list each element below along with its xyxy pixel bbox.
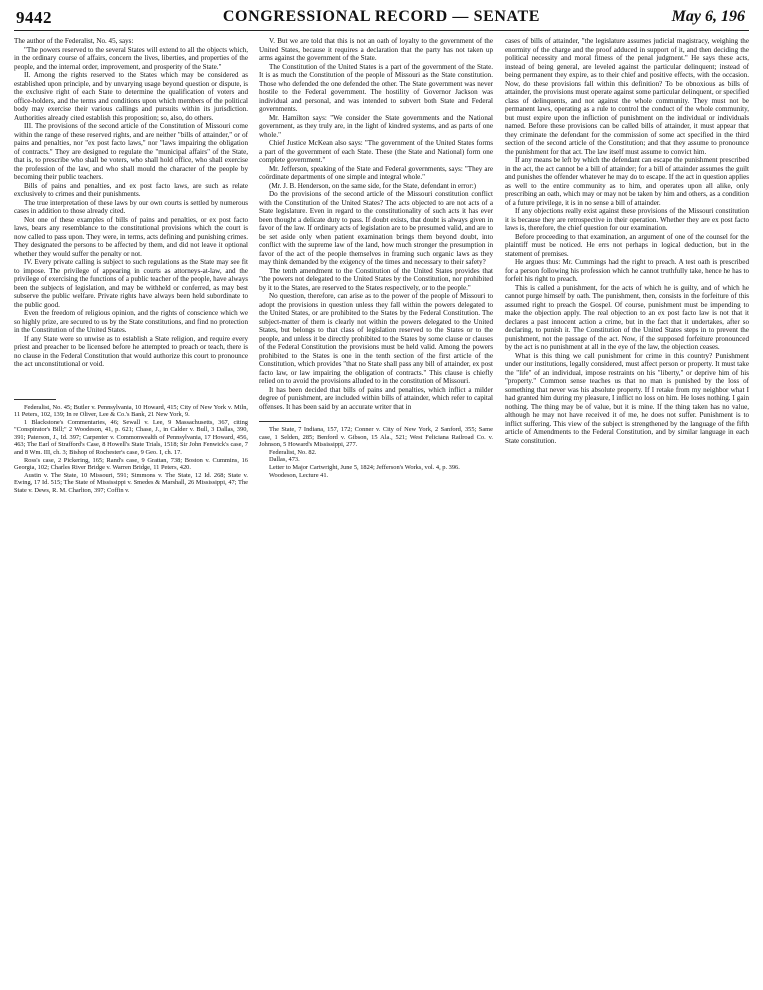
footnotes: [259, 426, 493, 479]
paragraph: If any objections really exist against these provisions of the Missouri constitution it is because they are retrospective in their operation. Whether they are ex post facto laws is, therefore, the chief question for our examination.: [505, 207, 749, 232]
footnote: Ross's case, 2 Pickering, 165; Rand's case, 9 Grattan, 738; Boston v. Cummins, 16 Georgia, 102; Charles River Bridge v. Warren Bridge, 11 Peters, 420.: [14, 456, 248, 472]
paragraph: What is this thing we call punishment for crime in this country? Punishment under our institutions, legally considered, must affect person or property. It must take the "life" of an individual, impose restraints on his "liberty," or deprive him of his "property." Common sense teaches us that no man is punished by the loss of something that never was his absolute property. If I retake from my neighbor what I had granted him during my pleasure, I inflict no loss on him. He loses nothing. I gain nothing. The thing may be of value, but it is mine. If the thing taken has no value, although he may not have received it of me, he does not suffer. Punishment is to inflict suffering. This view of the subject is strengthened by the language of the fifth article of Amendments to the Federal Constitution, and by similar language in each State constitution.: [505, 351, 749, 445]
paragraph: cases of bills of attainder, "the legislature assumes judicial magistracy, weighing the enormity of the charge and the proof adduced in support of it, and then deciding the political necessity and moral fitness of the penal judgment." He says these acts, instead of being general, are leveled against the particular delinquent; instead of being permanent they expire, as to their chief and positive effects, with the occasion. Now, do these provisions fall within this definition? To be obnoxious as bills of attainder, the provisions must operate against some particular delinquent, or specified class of delinquents, and not against the whole community. They must not be permanent laws, operating as a rule to control the conduct of the whole community, but must expire upon the infliction of punishment on the individual or individuals named. Before these provisions can be called bills of attainder, it must appear that they criminate the defendant for the commission of some act specified in the third section of the second article of the Constitution; and that they assume to pronounce the punishment for that act. The law itself must assume to convict him.: [505, 37, 749, 156]
paragraph: IV. Every private calling is subject to such regulations as the State may see fit to impose. The privilege of appearing in courts as attorneys-at-law, and the privilege of exercising the functions of a public teacher of the people, have always been the subjects of legislation, and may be withheld or conferred, as may best subserve the public welfare. Private rights have always been held subordinate to the public good.: [14, 258, 249, 309]
paragraph: If any State were so unwise as to establish a State religion, and require every priest and preacher to be licensed before he attempted to preach or teach, there is no clause in the Federal Constitution that would authorize this court to pronounce the act unconstitutional or void.: [14, 334, 248, 368]
footnote: 1 Blackstone's Commentaries, 46; Sewall v. Lee, 9 Massachusetts, 367, citing "Conspirator's Bill;" 2 Woodeson, 41, p. 621; Chase, J., in Calder v. Bull, 3 Dallas, 390, 391; Paterson, J., Id. 397; Carpenter v. Commonwealth of Pennsylvania, 17 Howard, 456, 463; The Earl of Strafford's Case, 8 Howell's State Trials, 1518; Sir John Fenwick's case, 7 and 8 Wm. III, ch. 3; Bishop of Rochester's case, 9 Geo. I, ch. 17.: [14, 418, 248, 457]
paragraph: He argues thus: Mr. Cummings had the right to preach. A test oath is prescribed for a person following his profession which he cannot truthfully take, hence he has to forfeit his right to preach.: [505, 258, 749, 283]
paragraph: No question, therefore, can arise as to the power of the people of Missouri to adopt the provisions in question unless they fall within the powers delegated to the United States, or are prohibited to the States by the Federal Constitution. The subject-matter of them is clearly not within the powers delegated to the United States, but belongs to that class of legislation reserved to the States or to the people, and unless it be directly prohibited to the States by some clause or clauses of the Federal Constitution the provisions must be held valid. Among the powers prohibited to the States is one in the tenth section of the first article of the Constitution, which provides "that no State shall pass any bill of attainder, ex post facto law, or law impairing the obligation of contracts." This clause is chiefly relied on to avoid the provisions alluded to in the constitution of Missouri.: [259, 292, 493, 385]
paragraph: Do the provisions of the second article of the Missouri constitution conflict with the Constitution of the United States? The acts objected to are not acts of a State legislature. Even in regard to the constitutionality of such acts it has ever been thought a delicate duty to pass. If doubt exists, that doubt is always given in favor of the law. If ordinary acts of legislation are to be presumed valid, and are to be set aside only when patient examination brings them beyond doubt, into conflict with the supreme law of the land, how much stronger the presumption in favor of the act of the people themselves in framing such organic laws as they may think demanded by the exigency of the times and necessary to their safety?: [259, 190, 493, 266]
footnote: Dallas, 473.: [269, 456, 300, 464]
paragraph: Bills of pains and penalties, and ex post facto laws, are such as relate exclusively to crimes and their punishments.: [14, 181, 248, 198]
paragraph: Even the freedom of religious opinion, and the rights of conscience which we so highly prize, are secured to us by the State constitutions, and find no protection in the Constitution of the United States.: [14, 309, 248, 334]
footnote: Woodeson, Lecture 41.: [269, 471, 329, 479]
paragraph: The true interpretation of these laws by our own courts is settled by numerous cases in addition to those already cited.: [14, 198, 248, 215]
running-head: CONGRESSIONAL RECORD — SENATE: [222, 8, 541, 25]
footnote: Austin v. The State, 10 Missouri, 591; Simmons v. The State, 12 Id. 268; State v. Ewing, 17 Id. 515; The State of Mississippi v. Smedes & Marshall, 26 Mississippi, 47; The State v. Dews, R. M. Charlton, 397; Coffin v.: [14, 471, 248, 495]
paragraph: II. Among the rights reserved to the States which may be considered as established upon principle, and by unvarying usage beyond question or dispute, is the exclusive right of each State to determine the qualification of voters and office-holders, and the terms and conditions upon which members of the political body may exercise their various callings and pursuits within its jurisdiction. Authorities already cited establish this proposition; so, also, do others.: [14, 71, 248, 122]
paragraph: Before proceeding to that examination, an argument of one of the counsel for the plaintiff must be noticed. He errs not perhaps in logical deduction, but in the statement of premises.: [505, 232, 749, 258]
footnote: Letter to Major Cartwright, June 5, 1824; Jefferson's Works, vol. 4, p. 396.: [269, 463, 460, 471]
column-2: [259, 37, 493, 479]
paragraph: It has been decided that bills of pains and penalties, which inflict a milder degree of punishment, are included within bills of attainder, which refer to capital offenses. It has been said by an accurate writer that in: [259, 385, 493, 411]
paragraph: This is called a punishment, for the acts of which he is guilty, and of which he cannot purge himself by oath. The punishment, then, consists in the forfeiture of this assumed right to preach the Gospel. Of course, punishment must be impending to make the objection apply. The real objection to an ex post facto law is not that it declares a past innocent action a crime, but in the fact that it undertakes, after so declaring, to punish it. The Constitution of the United States steps in to prevent the punishment, not the passage of the act. Now, if the supposed forfeiture pronounced by the act is no punishment at all in the eye of the law, the objection ceases.: [505, 283, 749, 351]
footnote: Federalist, No. 45; Butler v. Pennsylvania, 10 Howard, 415; City of New York v. Miln, 11 Peters, 102, 139; In re Oliver, Lee & Co.'s Bank, 21 New York, 9.: [14, 403, 248, 419]
paragraph: V. But we are told that this is not an oath of loyalty to the government of the United States, because it requires a declaration that the party has not taken up arms against the government of the State.: [259, 37, 493, 62]
footnote-rule: [14, 399, 56, 400]
column-1: [14, 37, 248, 495]
paragraph: The author of the Federalist, No. 45, says:: [14, 37, 134, 45]
paragraph: Not one of these examples of bills of pains and penalties, or ex post facto laws, bears any resemblance to the constitutional provisions which the court is now called to pass upon. They were, in terms, acts defining and punishing crimes. They designated the persons to be affected by them, and did not leave it optional whether they would suffer the penalty or not.: [14, 215, 248, 258]
footnotes: [14, 404, 248, 495]
paragraph: "The powers reserved to the several States will extend to all the objects which, in the ordinary course of affairs, concern the lives, liberties, and properties of the people, and the internal order, improvement, and prosperity of the State.": [14, 45, 248, 71]
paragraph: If any means be left by which the defendant can escape the punishment prescribed in the act, the act cannot be a bill of attainder; for a bill of attainder assumes the guilt and punishes the offender whatever he may do to escape. If the act in question applies as well to the entire community as to him, and operates upon all alike, only prescribing an oath, which may or may not be taken by him and others, as a condition of a future privilege, it is in no sense a bill of attainder.: [505, 156, 749, 207]
paragraph: (Mr. J. B. Henderson, on the same side, for the State, defendant in error:): [269, 181, 477, 190]
paragraph: Chief Justice McKean also says: "The government of the United States forms a part of the government of each State. These (the State and National) form one complete government.": [259, 139, 493, 164]
issue-date: May 6, 196: [671, 8, 745, 25]
page-header: [14, 8, 749, 31]
column-3: [505, 37, 749, 445]
page-number: 9442: [16, 8, 52, 27]
paragraph: The Constitution of the United States is a part of the government of the State. It is as much the Constitution of the people of Missouri as the State constitution. Those who defended the one defended the other. The State government was never hostile to the Federal government. The hostility of Governor Jackson was individual and personal, and was intended to subvert both State and Federal governments.: [259, 62, 493, 113]
paragraph: III. The provisions of the second article of the Constitution of Missouri come within the range of these reserved rights, and are neither "bills of attainder," or of pains and penalties, nor "ex post facto laws," nor "laws impairing the obligation of contracts." They are designed to regulate the "municipal affairs" of the State, that is, to prescribe who shall be voters, who shall hold office, who shall exercise the profession of the law, and who shall mould the character of the people by becoming their public teachers.: [14, 122, 248, 181]
footnote: The State, 7 Indiana, 157, 172; Conner v. City of New York, 2 Sanford, 355; Same case, 1 Selden, 285; Benford v. Gibson, 15 Ala., 521; West Feliciana Railroad Co. v. Johnson, 5 Howard's Mississippi, 277.: [259, 426, 493, 449]
paragraph: Mr. Hamilton says: "We consider the State governments and the National government, as they truly are, in the light of kindred systems, and as parts of one whole.": [259, 113, 493, 139]
footnote-rule: [259, 421, 301, 422]
paragraph: The tenth amendment to the Constitution of the United States provides that "the powers not delegated to the United States by the Constitution, nor prohibited by it to the States, are reserved to the States respectively, or to the people.": [259, 266, 493, 292]
paragraph: Mr. Jefferson, speaking of the State and Federal governments, says: "They are coördinate departments of one simple and integral whole.": [259, 164, 493, 181]
footnote: Federalist, No. 82.: [269, 448, 317, 456]
